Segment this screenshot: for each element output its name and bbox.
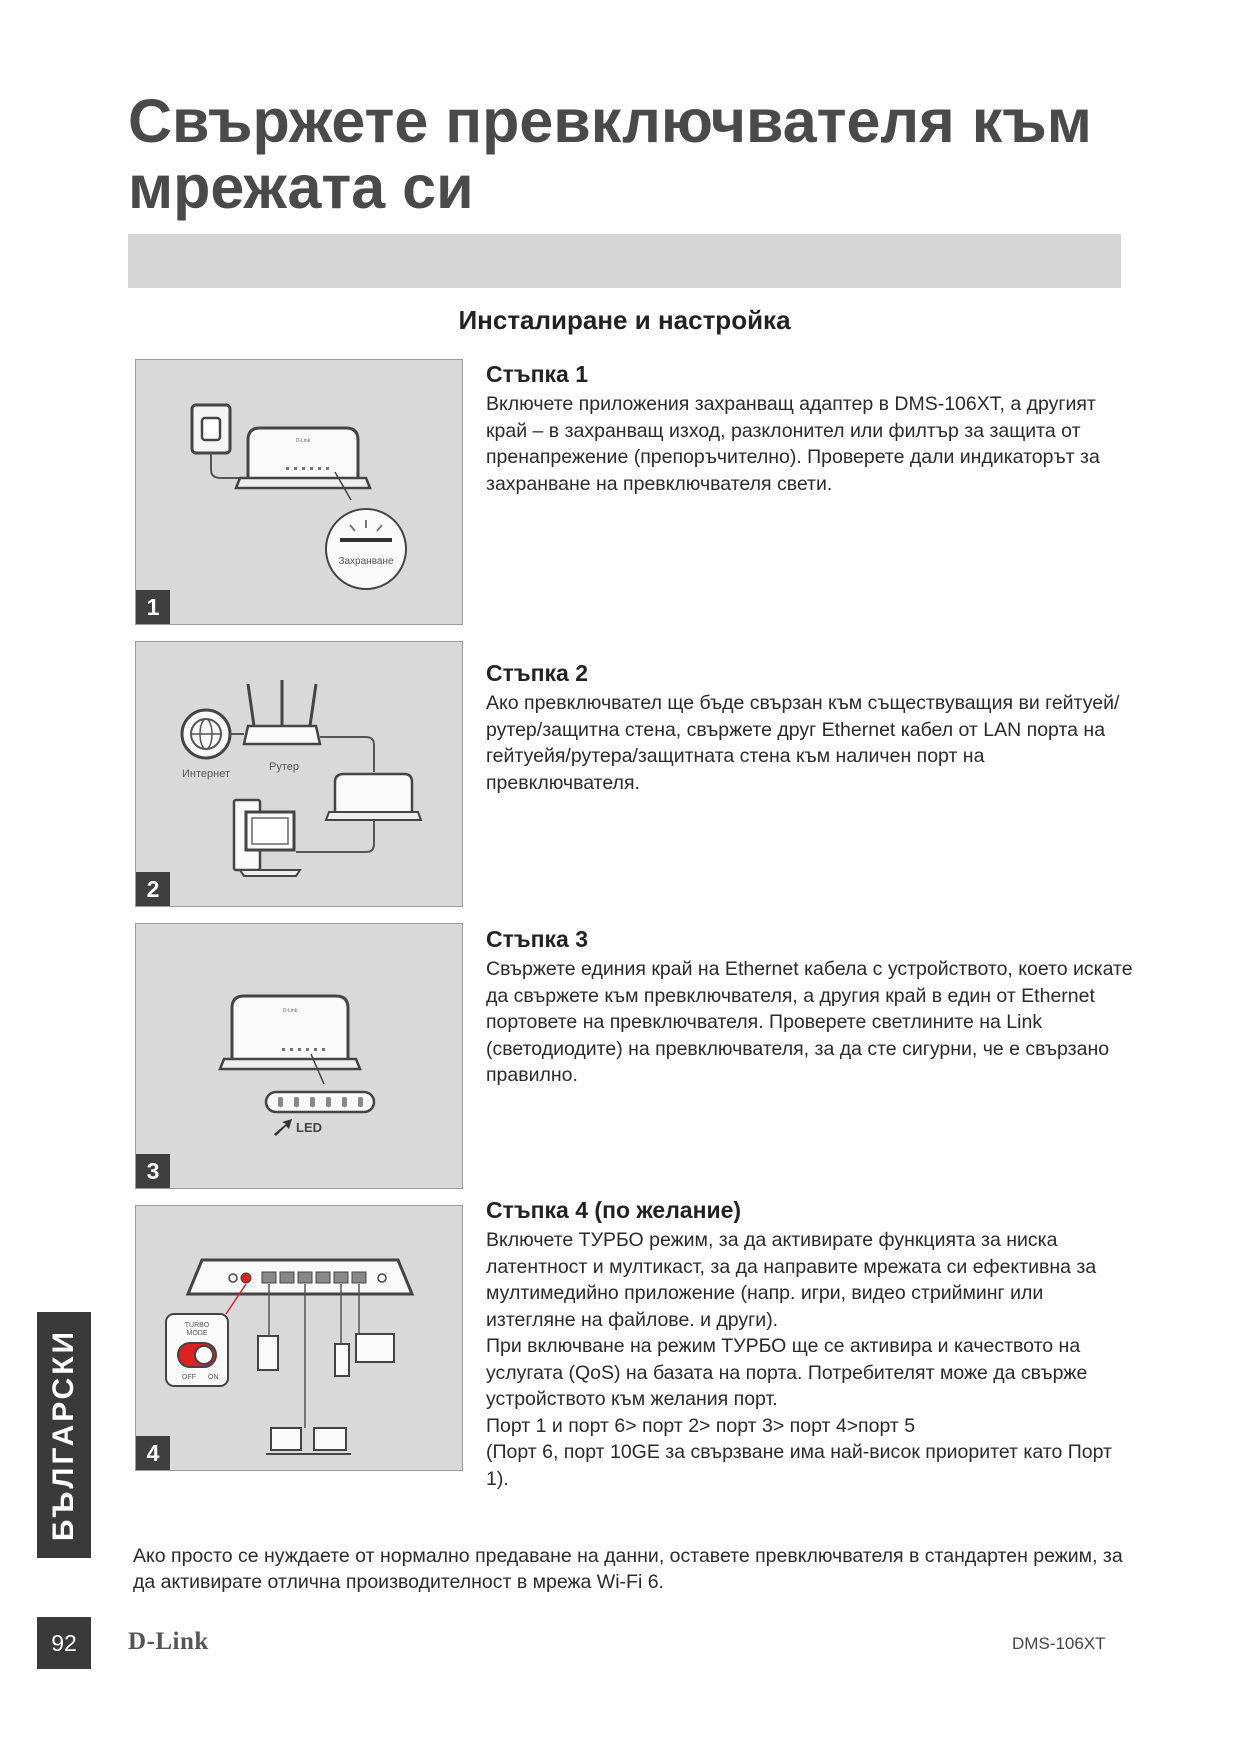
step-1-description: Включете приложения захранващ адаптер в DMS-106XT, а другият край – в захранващ изход, разклонител или филтър за защита от пренапрежение (препоръчително). Проверете дали индикаторът за захранване на превключвателя свети. [486,393,1100,495]
monitor-icon [356,1334,394,1362]
step-4-description: Включете ТУРБО режим, за да активирате функцията за ниска латентност и мултикаст, за да направите мрежата си ефективна за мултимедийно приложение (напр. игри, видео стрийминг или изтегляне на файлове. и други). [486,1229,1097,1331]
switch-device-icon [220,996,360,1069]
switch-device-icon [236,428,370,488]
switch-device-icon [326,774,421,820]
step-4-port-priority: Порт 1 и порт 6> порт 2> порт 3> порт 4>порт 5 [486,1414,916,1437]
page-title-line-1: Свържете превключвателя към [128,87,1092,155]
step-2-title: Стъпка 2 [486,660,589,686]
step-2-description: Ако превключвател ще бъде свързан към съществуващия ви гейтуей/рутер/защитна стена, свържете друг Ethernet кабел от LAN порта на гейтуейя/рутера/защитната стена към наличен порт на превключвателя. [486,692,1120,794]
step-1-illustration [135,359,463,625]
section-heading: Инсталиране и настройка [458,305,791,335]
page-number: 92 [37,1617,91,1669]
bottom-note: Ако просто се нуждаете от нормално предаване на данни, оставете превключвателя в стандартен режим, за да активирате отлична производителност в мрежа Wi-Fi 6. [133,1545,1123,1593]
laptop-icon-2 [314,1428,346,1450]
step-3-text-block [486,924,1136,1089]
step-2-illustration [135,641,463,907]
step-4-number: 4 [136,1436,170,1470]
step-1-number: 1 [136,590,170,624]
power-label: Захранване [338,556,394,567]
step-4-qos-note: При включване на режим ТУРБО ще се активира и качеството на услугата (QoS) на базата на порта. Потребителят може да свърже устройството към желания порт. [486,1335,1088,1410]
step-2-number: 2 [136,872,170,906]
step-3-number: 3 [136,1154,170,1188]
language-label: БЪЛГАРСКИ [47,1328,80,1542]
internet-label: Интернет [182,768,230,780]
router-icon [244,680,320,744]
step-3-title: Стъпка 3 [486,926,589,952]
page-title [128,88,1128,220]
model-name: DMS-106XT [1012,1634,1106,1653]
switch-back-panel-icon [188,1260,412,1294]
header-divider-bar [128,234,1121,288]
desktop-computer-icon [234,800,300,876]
page-title-line-2: мрежата си [128,153,474,221]
svg-text:D-Link: D-Link [295,438,311,444]
turbo-label-line-1: TURBO [184,1322,210,1329]
nas-device-icon [258,1336,278,1370]
step-4-illustration [135,1205,463,1471]
turbo-on-label: ON [208,1374,219,1381]
step-4-text-block [486,1195,1136,1492]
step-2-text-block [486,658,1136,796]
step-4-title: Стъпка 4 (по желание) [486,1197,742,1223]
internet-globe-icon [182,710,230,758]
turbo-label-line-2: MODE [186,1330,208,1337]
led-label: LED [296,1120,322,1135]
step-1-text-block [486,359,1136,497]
svg-text:D-Link: D-Link [282,1008,298,1014]
arrow-icon [274,1119,292,1136]
language-side-tab [37,1312,91,1558]
brand-logo: D-Link [128,1628,209,1655]
step-3-illustration [135,923,463,1189]
step-1-title: Стъпка 1 [486,361,589,387]
step-3-description: Свържете единия край на Ethernet кабела с устройството, което искате да свържете към превключвателя, а другия край в един от Ethernet портовете на превключвателя. Проверете светлините на Link (светодиодите) на превключвателя, за да сте сигурни, че е свързано правилно. [486,958,1133,1086]
turbo-off-label: OFF [182,1374,196,1381]
router-label: Рутер [269,761,299,773]
step-4-port-note: (Порт 6, порт 10GE за свързване има най-висок приоритет като Порт 1). [486,1441,1112,1490]
tower-pc-icon [335,1344,349,1376]
laptop-icon [271,1428,301,1450]
power-cable [211,453,241,478]
